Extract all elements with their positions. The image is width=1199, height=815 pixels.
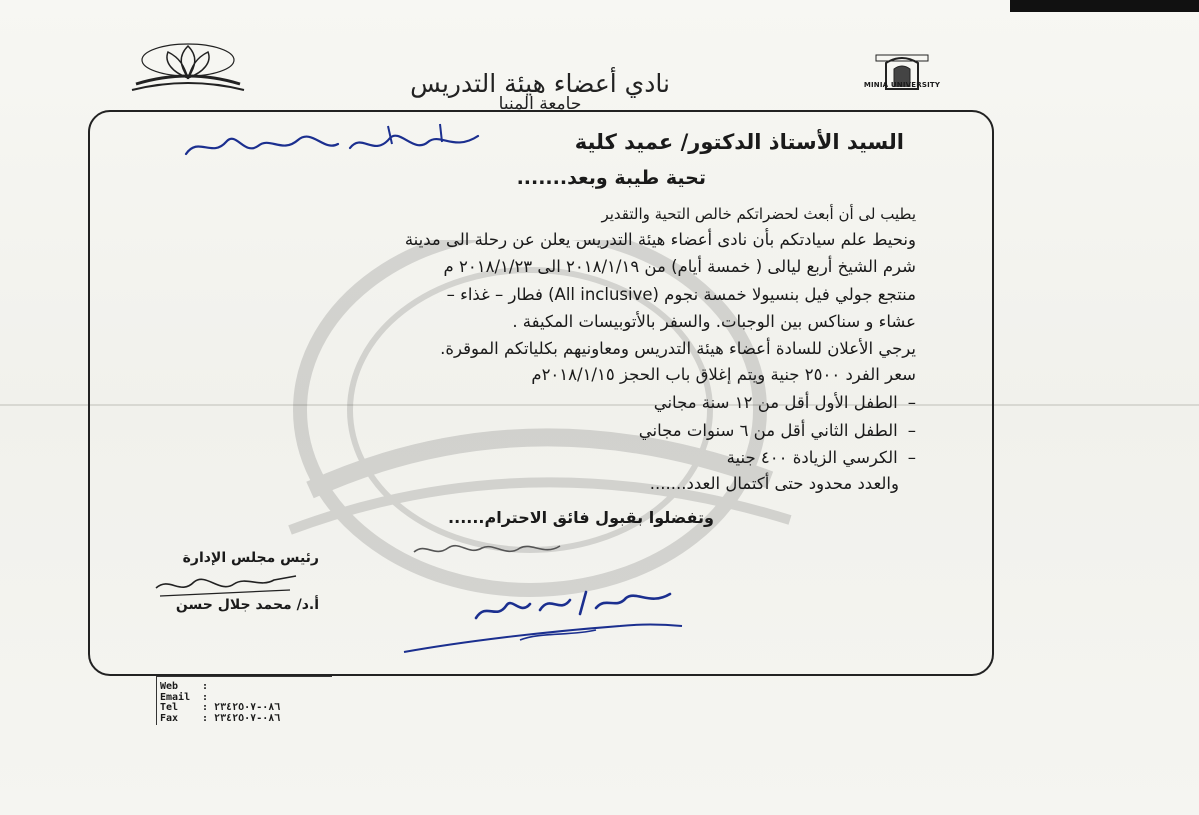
bullet-text: الطفل الثاني أقل من ٦ سنوات مجاني: [638, 421, 898, 440]
web-label: Web: [160, 681, 179, 692]
tel-value: ٠٨٦-٢٣٤٢٥٠٧: [214, 702, 281, 713]
club-lotus-logo-icon: [128, 38, 246, 98]
university-name: جامعة المنيا: [498, 94, 582, 114]
bullet-text: الطفل الأول أقل من ١٢ سنة مجاني: [653, 393, 898, 412]
body-line: منتجع جولي فيل بنسيولا خمسة نجوم (All inclusive) فطار – غذاء –: [446, 285, 916, 304]
body-line: عشاء و سناكس بين الوجبات. والسفر بالأتوبيسات المكيفة .: [512, 312, 916, 331]
addressee-line: السيد الأستاذ الدكتور/ عميد كلية: [574, 130, 904, 154]
limited-note: والعدد محدود حتى أكتمال العدد.......: [649, 474, 899, 493]
right-logo-caption: MINIA UNIVERSITY: [863, 81, 941, 89]
handwritten-faculty-name: [178, 118, 498, 170]
signature-title: رئيس مجلس الإدارة: [182, 550, 319, 566]
fax-label: Fax: [160, 712, 179, 724]
greeting-line: تحية طيبة وبعد.......: [516, 167, 706, 189]
body-line: سعر الفرد ٢٥٠٠ جنية ويتم إغلاق باب الحجز ٢٠١٨/١/١٥م: [531, 365, 916, 384]
body-line: شرم الشيخ أربع ليالى ( خمسة أيام) من ٢٠١٨/١/١٩ الى ٢٠١٨/١/٢٣ م: [443, 257, 916, 276]
body-line: يطيب لى أن أبعث لحضراتكم خالص التحية والتقدير: [601, 205, 916, 223]
body-line: يرجي الأعلان للسادة أعضاء هيئة التدريس ومعاونيهم بكلياتكم الموقرة.: [440, 339, 916, 358]
closing-line: وتفضلوا بقبول فائق الاحترام......: [448, 508, 714, 527]
list-item: –الكرسي الزيادة ٤٠٠ جنية: [726, 448, 916, 467]
club-name-heading: نادي أعضاء هيئة التدريس: [410, 69, 670, 98]
body-line: ونحيط علم سيادتكم بأن نادى أعضاء هيئة التدريس يعلن عن رحلة الى مدينة: [404, 230, 916, 249]
minia-university-logo-icon: [862, 42, 942, 104]
bullet-text: الكرسي الزيادة ٤٠٠ جنية: [726, 448, 898, 467]
list-item: –الطفل الثاني أقل من ٦ سنوات مجاني: [638, 421, 916, 440]
email-label: Email: [160, 691, 191, 703]
contact-footer: Web : Email : Tel : ٠٨٦-٢٣٤٢٥٠٧ Fax : ٠٨٦-٢٣٤٢٥٠٧: [160, 681, 281, 724]
blue-pen-approval-mark: [400, 580, 700, 660]
list-item: –الطفل الأول أقل من ١٢ سنة مجاني: [653, 393, 916, 412]
scan-edge-strip: [1010, 0, 1199, 12]
fax-value: ٠٨٦-٢٣٤٢٥٠٧: [214, 712, 281, 724]
handwritten-initials: [408, 534, 568, 564]
signatory-name: أ.د/ محمد جلال حسن: [175, 597, 319, 613]
tel-label: Tel: [160, 702, 179, 713]
